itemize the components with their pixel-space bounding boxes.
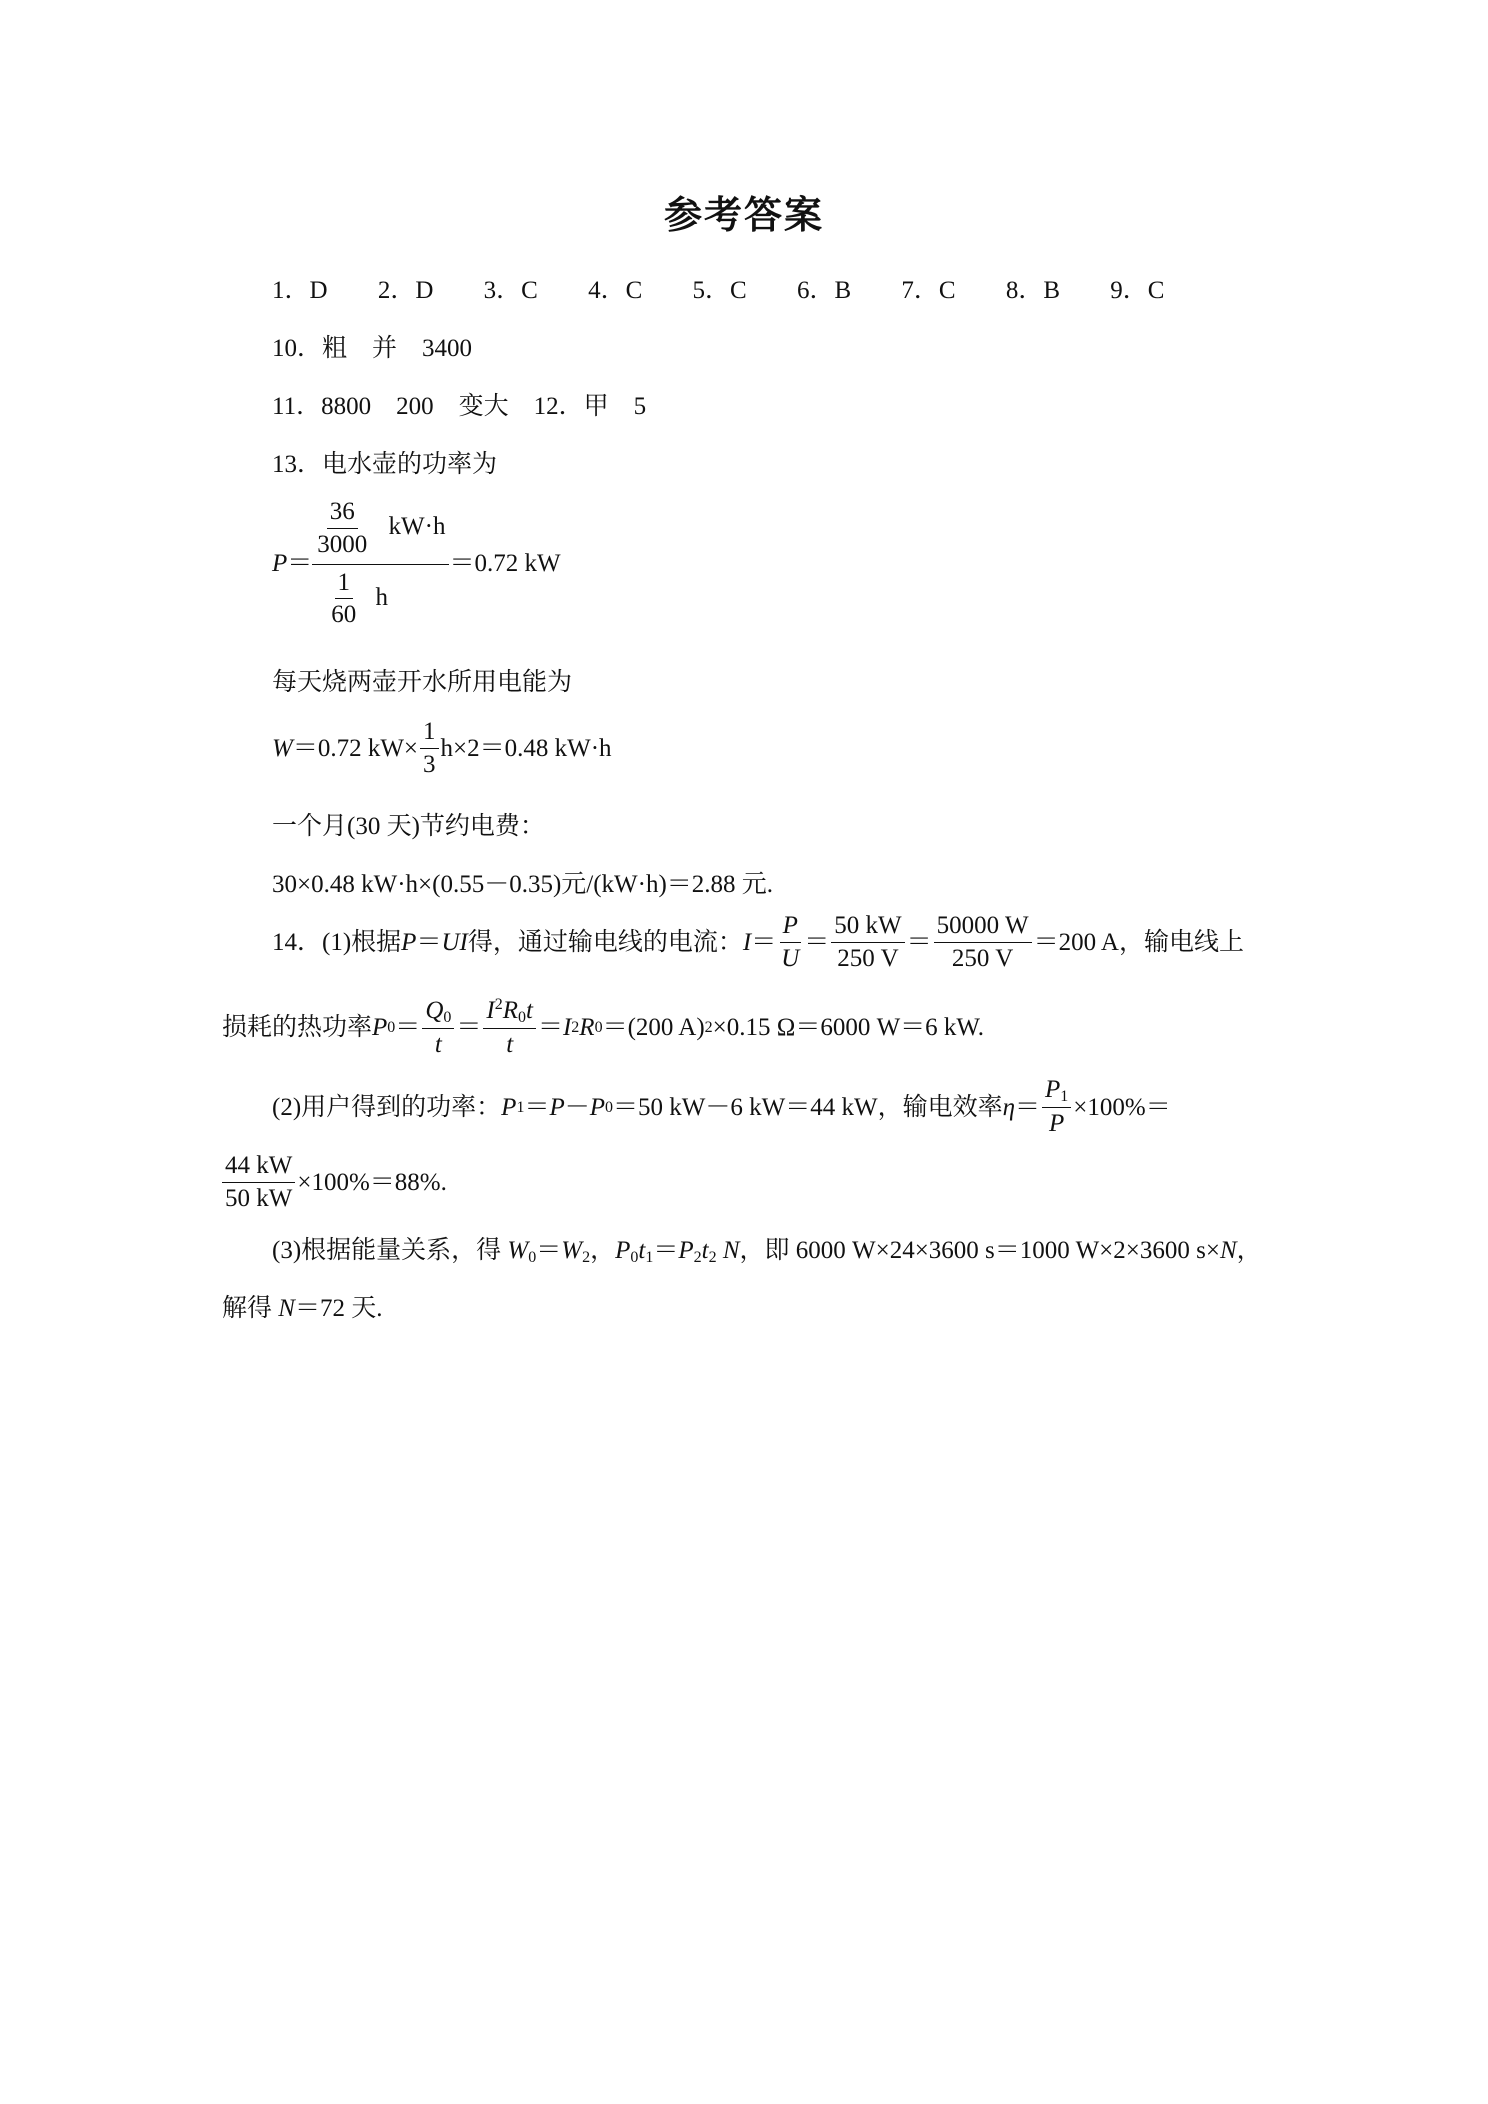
page-title: 参考答案 (663, 195, 824, 237)
equals: ＝ (287, 550, 313, 577)
unit-h: h (375, 583, 389, 611)
fraction-50000w-250v: $\frac{50000 W}{250 V}$ (934, 912, 1032, 974)
fraction-p1-p: $\frac{P_1}{P}$ (1042, 1076, 1071, 1139)
var-w: W (272, 734, 293, 762)
fraction-p-u: $\frac{P}{U}$ (781, 912, 800, 972)
mc-answer-2: 2．D (377, 277, 434, 304)
answer-13-line5: 30×0.48 kW·h×(0.55－0.35)元/(kW·h)＝2.88 元. (272, 871, 774, 898)
answer-14-part1: 14．(1)根据 P ＝ UI 得，通过输电线的电流： I ＝ $\frac{P}{U}$ ＝ $\frac{50 kW}{250 V}$ ＝ $\frac{50000 W}{250 V}$ ＝200 A，输电线上 (272, 912, 1244, 972)
mc-answer-9: 9．C (1110, 277, 1165, 304)
fraction-1-60: $\frac{1}{60}$ (331, 568, 357, 629)
mc-answer-4: 4．C (588, 277, 643, 304)
answer-10: 10．粗 并 3400 (272, 335, 473, 362)
answer-14-efficiency: $\frac{44 kW}{50 kW}$ ×100%＝88%. (222, 1152, 447, 1214)
power-result: ＝0.72 kW (449, 550, 561, 577)
mc-answers (272, 276, 1164, 306)
fraction-q0-t: $\frac{Q_0}{t}$ (422, 997, 454, 1060)
fraction-1-3: $\frac{1}{3}$ (420, 718, 439, 780)
fraction-denominator (312, 565, 392, 631)
fraction-numerator (312, 498, 449, 565)
compound-fraction (312, 498, 449, 630)
answer-13-line2: 每天烧两壶开水所用电能为 (272, 669, 573, 696)
mc-answer-7: 7．C (901, 277, 956, 304)
answer-13-intro: 13．电水壶的功率为 (272, 451, 498, 478)
mc-answer-8: 8．B (1005, 277, 1060, 304)
answer-14-conclusion: 解得 N＝72 天. (222, 1295, 383, 1322)
mc-answer-3: 3．C (483, 277, 538, 304)
unit-kwh: kW·h (388, 513, 446, 541)
power-formula (272, 498, 561, 630)
fraction-44kw-50kw: $\frac{44 kW}{50 kW}$ (222, 1152, 295, 1214)
answer-14-heat-loss: 损耗的热功率 P 0 ＝ $\frac{Q_0}{t}$ ＝ $\frac{I^2R_0t}{t}$ ＝ I 2 R 0 ＝(200 A) 2 ×0.15 Ω＝6000 W＝6 kW. (222, 996, 984, 1059)
answer-11-12: 11．8800 200 变大 12．甲 5 (272, 393, 647, 420)
mc-answer-6: 6．B (796, 277, 852, 304)
var-p: P (272, 550, 288, 577)
mc-answer-5: 5．C (692, 277, 747, 304)
fraction-i2r0t-t: $\frac{I^2R_0t}{t}$ (483, 996, 536, 1060)
answer-13-line4: 一个月(30 天)节约电费： (272, 813, 545, 840)
mc-answer-1: 1．D (272, 277, 328, 304)
fraction-36-3000: $\frac{36}{3000}$ (317, 498, 368, 558)
answer-14-part3: (3)根据能量关系，得 $W_0=W_2$，$P_0t_1=P_2t_2$ N，即 6000 W×24×3600 s＝1000 W×2×3600 s×N， (272, 1237, 1262, 1266)
energy-formula: W ＝0.72 kW× $\frac{1}{3}$ h×2＝0.48 kW·h (272, 718, 612, 778)
fraction-50kw-250v: $\frac{50 kW}{250 V}$ (831, 912, 904, 974)
answer-14-part2: (2)用户得到的功率： P 1 ＝ P － P 0 ＝50 kW－6 kW＝44 kW，输电效率 η ＝ $\frac{P_1}{P}$ ×100%＝ (272, 1076, 1171, 1138)
